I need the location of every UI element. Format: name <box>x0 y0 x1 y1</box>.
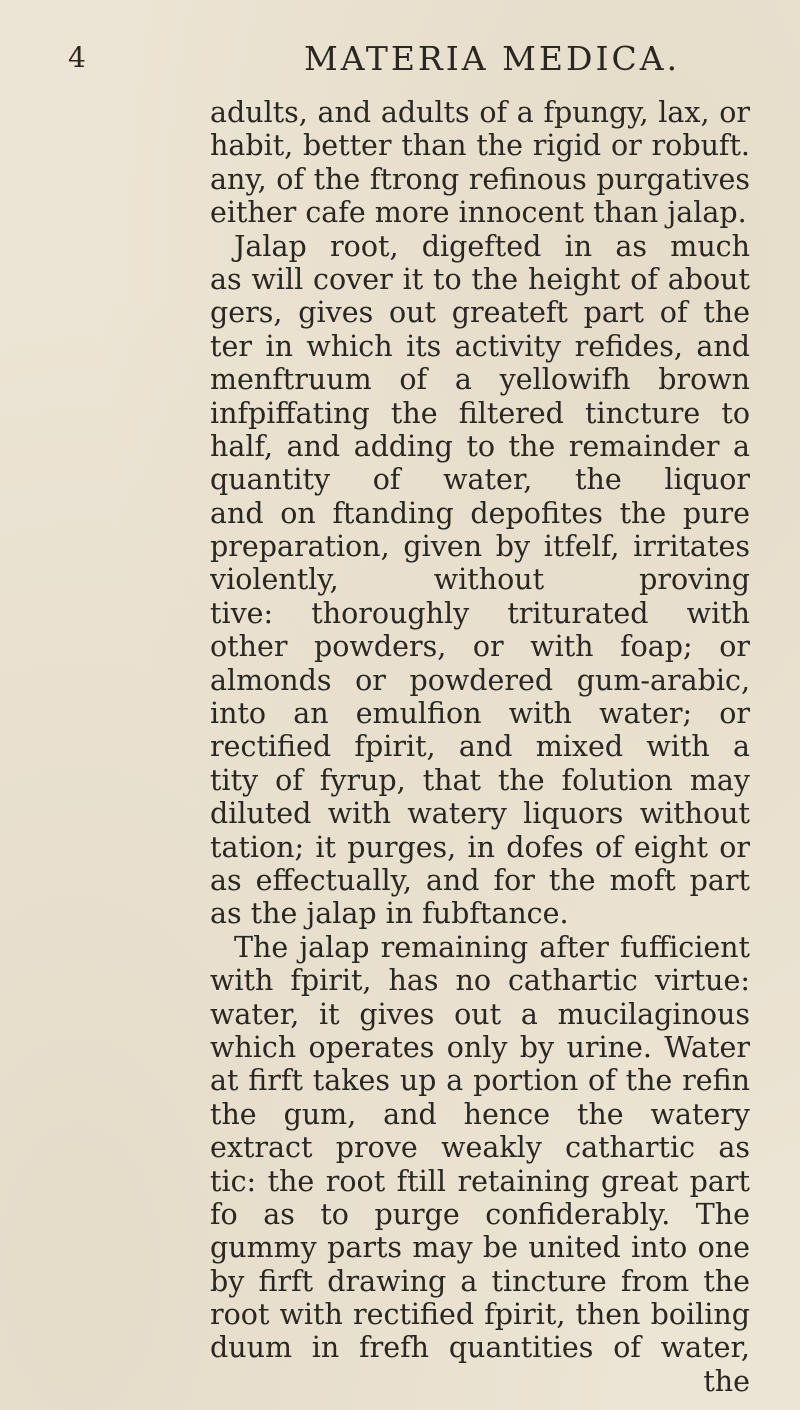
text-line: almonds or powdered gum-arabic, <box>210 663 750 697</box>
text-line: preparation, given by itfelf, irritates <box>210 530 750 564</box>
catchword: the <box>703 1364 750 1398</box>
text-line: as effectually, and for the moft part <box>210 864 750 897</box>
text-line: other powders, or with foap; or <box>210 630 750 664</box>
text-line: quantity of water, the liquor <box>210 463 750 497</box>
body-text <box>210 96 750 1398</box>
text-line: at firft takes up a portion of the refin <box>210 1064 750 1098</box>
text-line: any, of the ftrong refinous purgatives <box>210 162 750 196</box>
text-line: as the jalap in fubftance. <box>210 897 569 931</box>
text-line: fo as to purge confiderably. The <box>210 1197 750 1231</box>
text-line: with fpirit, has no cathartic virtue: <box>210 964 750 998</box>
running-head: MATERIA MEDICA. <box>304 39 681 78</box>
text-line: either cafe more innocent than jalap. <box>210 196 747 230</box>
text-line: habit, better than the rigid or robuft. <box>210 129 750 163</box>
text-line: tation; it purges, in dofes of eight or <box>210 830 750 864</box>
text-line: violently, without proving <box>210 563 750 597</box>
text-line: the gum, and hence the watery <box>210 1097 750 1131</box>
text-line: water, it gives out a mucilaginous <box>210 997 750 1031</box>
text-line: by firft drawing a tincture from the <box>210 1264 750 1298</box>
text-line: extract prove weakly cathartic as <box>210 1131 750 1165</box>
paragraph-start-line: The jalap remaining after fufficient <box>234 930 750 964</box>
text-line: duum in frefh quantities of water, <box>210 1331 750 1365</box>
text-line: tity of fyrup, that the folution may <box>210 763 750 797</box>
paragraph-start-line: Jalap root, digefted in as much <box>234 229 750 263</box>
text-line: rectified fpirit, and mixed with a <box>210 730 750 764</box>
text-line: menftruum of a yellowifh brown <box>210 363 750 397</box>
text-line: ter in which its activity refides, and <box>210 329 750 363</box>
text-line: tive: thoroughly triturated with <box>210 596 750 630</box>
text-line: half, and adding to the remainder a <box>210 429 750 463</box>
text-line: gers, gives out greateft part of the <box>210 296 750 330</box>
text-line: as will cover it to the height of about <box>210 262 750 296</box>
text-line: adults, and adults of a fpungy, lax, or <box>210 96 750 129</box>
text-line: tic: the root ftill retaining great part <box>210 1164 750 1198</box>
text-line: into an emulfion with water; or <box>210 697 750 731</box>
text-line: and on ftanding depofites the pure <box>210 496 750 530</box>
text-line: infpiffating the filtered tincture to <box>210 396 750 430</box>
text-line: diluted with watery liquors without <box>210 797 750 831</box>
text-line: root with rectified fpirit, then boiling <box>210 1298 750 1332</box>
page-number: 4 <box>68 41 86 74</box>
text-line: which operates only by urine. Water <box>210 1030 750 1064</box>
text-line: gummy parts may be united into one <box>210 1231 750 1265</box>
